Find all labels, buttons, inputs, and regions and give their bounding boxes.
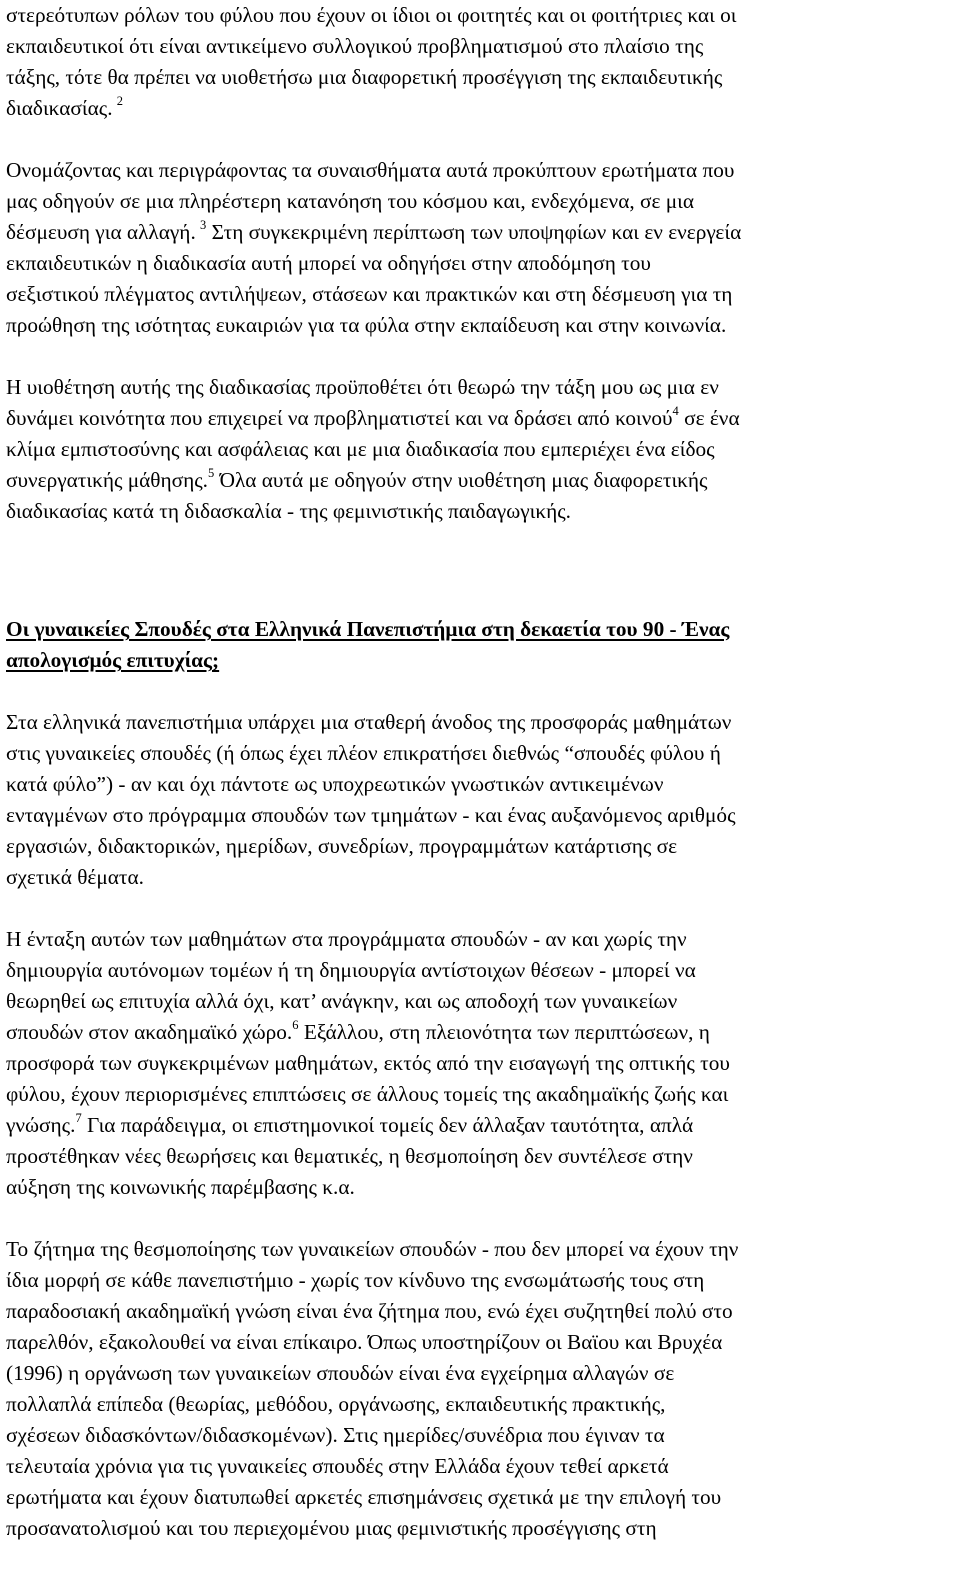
text-line: κατά φύλο”) - αν και όχι πάντοτε ως υποχρεωτικών γνωστικών αντικειμένων <box>6 772 664 796</box>
footnote-ref-3[interactable]: 3 <box>200 217 207 232</box>
footnote-ref-5[interactable]: 5 <box>208 465 215 480</box>
text-fragment: δυνάμει κοινότητα που επιχειρεί να προβληματιστεί και να δράσει από κοινού <box>6 406 673 430</box>
section-heading <box>6 614 950 676</box>
text-line: διαδικασίας κατά τη διδασκαλία - της φεμινιστικής παιδαγωγικής. <box>6 499 571 523</box>
text-line: παραδοσιακή ακαδημαϊκή γνώση είναι ένα ζήτημα που, ενώ έχει συζητηθεί πολύ στο <box>6 1299 733 1323</box>
footnote-ref-7[interactable]: 7 <box>75 1110 82 1125</box>
text-fragment: Όλα αυτά με οδηγούν στην υιοθέτηση μιας διαφορετικής <box>214 468 708 492</box>
text-line <box>6 1110 950 1141</box>
text-fragment: συνεργατικής μάθησης. <box>6 468 208 492</box>
text-fragment: Για παράδειγμα, οι επιστημονικοί τομείς δεν άλλαξαν ταυτότητα, απλά <box>81 1113 694 1137</box>
text-line: προστέθηκαν νέες θεωρήσεις και θεματικές, η θεσμοποίηση δεν συντέλεσε στην <box>6 1144 693 1168</box>
footnote-ref-2[interactable]: 2 <box>116 93 124 108</box>
text-line: δημιουργία αυτόνομων τομέων ή τη δημιουργία αντίστοιχων θέσεων - μπορεί να <box>6 958 696 982</box>
text-line <box>6 93 950 124</box>
paragraph-spacer <box>6 124 950 155</box>
paragraph-2 <box>6 155 950 341</box>
text-line: θεωρηθεί ως επιτυχία αλλά όχι, κατ’ ανάγκην, και ως αποδοχή των γυναικείων <box>6 989 678 1013</box>
heading-line: απολογισμός επιτυχίας; <box>6 648 220 672</box>
text-line: Η υιοθέτηση αυτής της διαδικασίας προϋποθέτει ότι θεωρώ την τάξη μου ως μια εν <box>6 375 719 399</box>
text-line: ενταγμένων στο πρόγραμμα σπουδών των τμημάτων - και ένας αυξανόμενος αριθμός <box>6 803 736 827</box>
text-line: τελευταία χρόνια για τις γυναικείες σπουδές στην Ελλάδα έχουν τεθεί αρκετά <box>6 1454 669 1478</box>
section-spacer <box>6 527 950 614</box>
heading-line: Οι γυναικείες Σπουδές στα Ελληνικά Πανεπιστήμια στη δεκαετία του 90 - Ένας <box>6 617 730 641</box>
text-fragment: σε ένα <box>678 406 740 430</box>
paragraph-spacer <box>6 1203 950 1234</box>
text-fragment: γνώσης. <box>6 1113 76 1137</box>
text-line: Ονομάζοντας και περιγράφοντας τα συναισθήματα αυτά προκύπτουν ερωτήματα που <box>6 158 735 182</box>
text-line: προώθηση της ισότητας ευκαιριών για τα φύλα στην εκπαίδευση και στην κοινωνία. <box>6 313 727 337</box>
text-line: σεξιστικού πλέγματος αντιλήψεων, στάσεων και πρακτικών και στη δέσμευση για τη <box>6 282 733 306</box>
text-line: φύλου, έχουν περιορισμένες επιπτώσεις σε άλλους τομείς της ακαδημαϊκής ζωής και <box>6 1082 729 1106</box>
text-line: Η ένταξη αυτών των μαθημάτων στα προγράμματα σπουδών - αν και χωρίς την <box>6 927 687 951</box>
text-line: προσανατολισμού και του περιεχομένου μιας φεμινιστικής προσέγγισης στη <box>6 1516 657 1540</box>
text-line: σχέσεων διδασκόντων/διδασκομένων). Στις ημερίδες/συνέδρια που έγιναν τα <box>6 1423 665 1447</box>
text-fragment: δέσμευση για αλλαγή. <box>6 220 196 244</box>
text-line: εκπαιδευτικοί ότι είναι αντικείμενο συλλογικού προβληματισμού στο πλαίσιο της <box>6 34 704 58</box>
paragraph-spacer <box>6 676 950 707</box>
text-fragment: Στη συγκεκριμένη περίπτωση των υποψηφίων και εν ενεργεία <box>206 220 742 244</box>
paragraph-4 <box>6 707 950 893</box>
paragraph-spacer <box>6 341 950 372</box>
paragraph-spacer <box>6 893 950 924</box>
text-line: στις γυναικείες σπουδές (ή όπως έχει πλέον επικρατήσει διεθνώς “σπουδές φύλου ή <box>6 741 721 765</box>
text-line: παρελθόν, εξακολουθεί να είναι επίκαιρο. Όπως υποστηρίζουν οι Βαϊου και Βρυχέα <box>6 1330 723 1354</box>
text-line: (1996) η οργάνωση των γυναικείων σπουδών είναι ένα εγχείρημα αλλαγών σε <box>6 1361 675 1385</box>
text-line: τάξης, τότε θα πρέπει να υιοθετήσω μια διαφορετική προσέγγιση της εκπαιδευτικής <box>6 65 723 89</box>
text-line: πολλαπλά επίπεδα (θεωρίας, μεθόδου, οργάνωσης, εκπαιδευτικής πρακτικής, <box>6 1392 666 1416</box>
paragraph-5 <box>6 924 950 1203</box>
document-page <box>6 0 950 1544</box>
text-line: εκπαιδευτικών η διαδικασία αυτή μπορεί να οδηγήσει στην αποδόμηση του <box>6 251 651 275</box>
paragraph-intro <box>6 0 950 124</box>
text-line: εργασιών, διδακτορικών, ημερίδων, συνεδρίων, προγραμμάτων κατάρτισης σε <box>6 834 678 858</box>
text-line <box>6 1017 950 1048</box>
text-line: προσφορά των συγκεκριμένων μαθημάτων, εκτός από την εισαγωγή της οπτικής του <box>6 1051 730 1075</box>
paragraph-3 <box>6 372 950 527</box>
paragraph-6 <box>6 1234 950 1544</box>
text-fragment: διαδικασίας. <box>6 96 113 120</box>
text-line: μας οδηγούν σε μια πληρέστερη κατανόηση του κόσμου και, ενδεχόμενα, σε μια <box>6 189 695 213</box>
text-line: ερωτήματα και έχουν διατυπωθεί αρκετές επισημάνσεις σχετικά με την επιλογή του <box>6 1485 722 1509</box>
text-line: Στα ελληνικά πανεπιστήμια υπάρχει μια σταθερή άνοδος της προσφοράς μαθημάτων <box>6 710 732 734</box>
text-line: κλίμα εμπιστοσύνης και ασφάλειας και με μια διαδικασία που εμπεριέχει ένα είδος <box>6 437 715 461</box>
text-line <box>6 217 950 248</box>
text-fragment: Εξάλλου, στη πλειονότητα των περιπτώσεων, η <box>298 1020 710 1044</box>
text-line: στερεότυπων ρόλων του φύλου που έχουν οι ίδιοι οι φοιτητές και οι φοιτήτριες και οι <box>6 3 737 27</box>
text-line: αύξηση της κοινωνικής παρέμβασης κ.α. <box>6 1175 355 1199</box>
text-line <box>6 403 950 434</box>
text-line: ίδια μορφή σε κάθε πανεπιστήμιο - χωρίς τον κίνδυνο της ενσωμάτωσής τους στη <box>6 1268 705 1292</box>
footnote-ref-4[interactable]: 4 <box>672 403 679 418</box>
text-line <box>6 465 950 496</box>
text-line: Το ζήτημα της θεσμοποίησης των γυναικείων σπουδών - που δεν μπορεί να έχουν την <box>6 1237 739 1261</box>
text-fragment: σπουδών στον ακαδημαϊκό χώρο. <box>6 1020 293 1044</box>
text-line: σχετικά θέματα. <box>6 865 144 889</box>
footnote-ref-6[interactable]: 6 <box>292 1017 299 1032</box>
